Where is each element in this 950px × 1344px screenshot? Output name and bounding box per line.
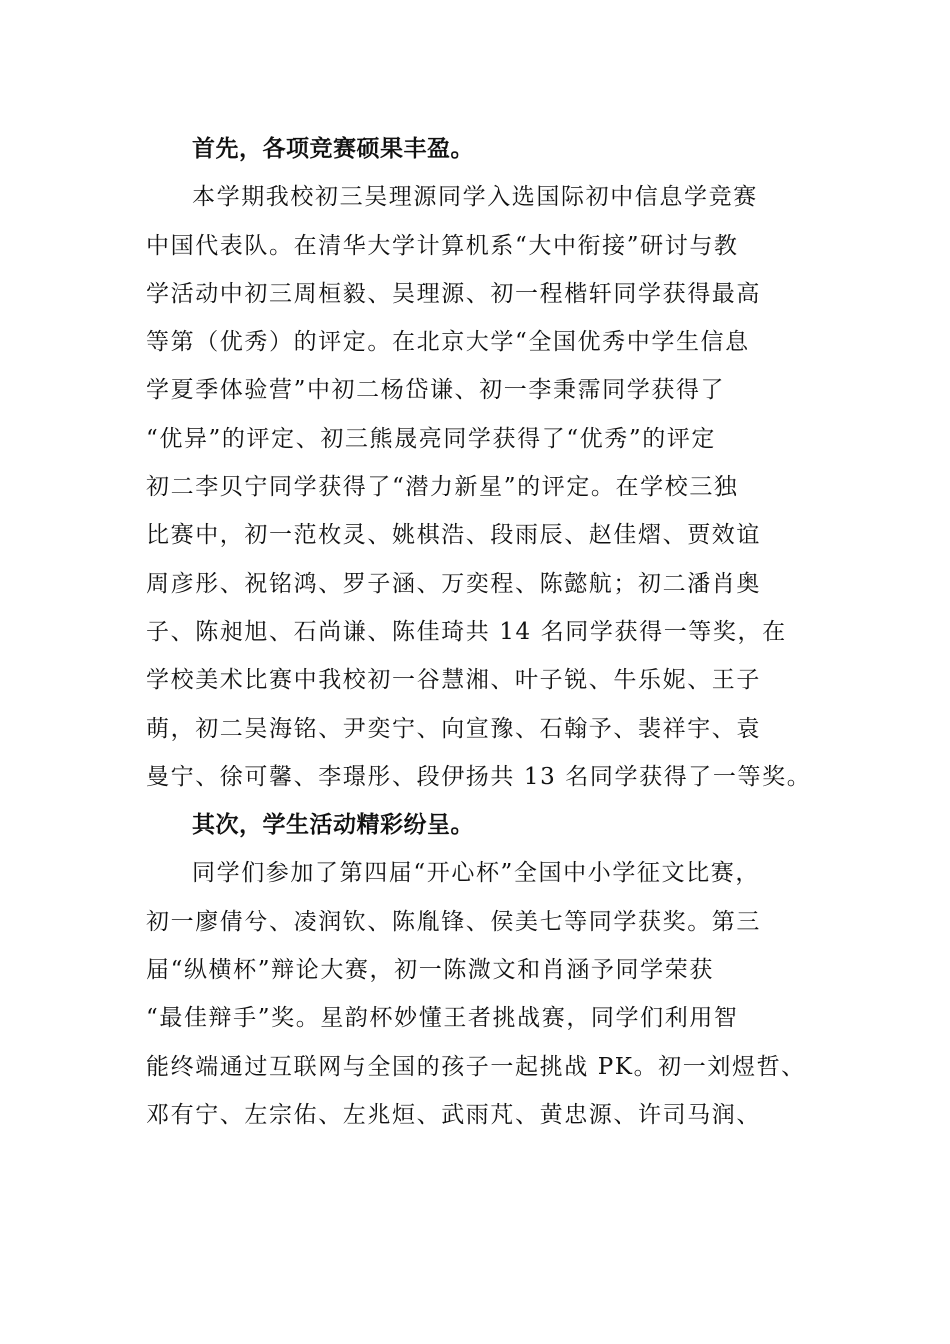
paragraph-line: 本学期我校初三吴理源同学入选国际初中信息学竞赛 (192, 184, 758, 211)
paragraph-line: 中国代表队。在清华大学计算机系“大中衔接”研讨与教 (146, 232, 739, 259)
section-heading-activities: 其次，学生活动精彩纷呈。 (192, 812, 474, 839)
paragraph-line: 初一廖倩兮、凌润钦、陈胤锋、侯美七等同学获奖。第三 (146, 908, 761, 935)
paragraph-line: 学活动中初三周桓毅、吴理源、初一程楷轩同学获得最高 (146, 280, 761, 307)
paragraph-line: 曼宁、徐可馨、李璟彤、段伊扬共 13 名同学获得了一等奖。 (146, 763, 812, 790)
section-heading-competitions: 首先，各项竞赛硕果丰盈。 (192, 136, 474, 162)
paragraph-line: 学校美术比赛中我校初一谷慧湘、叶子锐、牛乐妮、王子 (146, 667, 761, 694)
paragraph-line: 周彦彤、祝铭鸿、罗子涵、万奕程、陈懿航；初二潘肖奥 (146, 570, 761, 597)
document-body (146, 125, 826, 1139)
paragraph-line: “最佳辩手”奖。星韵杯妙懂王者挑战赛，同学们利用智 (146, 1005, 739, 1032)
paragraph-line: 届“纵横杯”辩论大赛，初一陈溦文和肖涵予同学荣获 (146, 957, 714, 984)
paragraph-line: “优异”的评定、初三熊晟亮同学获得了“优秀”的评定 (146, 425, 717, 452)
paragraph-line: 比赛中，初一范枚灵、姚棋浩、段雨辰、赵佳熠、贾效谊 (146, 522, 761, 549)
paragraph-line: 萌，初二吴海铭、尹奕宁、向宣豫、石翰予、裴祥宇、袁 (146, 715, 761, 742)
paragraph-line: 学夏季体验营”中初二杨岱谦、初一李秉霈同学获得了 (146, 377, 726, 404)
paragraph-line: 邓有宁、左宗佑、左兆烜、武雨芃、黄忠源、许司马润、 (146, 1101, 761, 1128)
paragraph-line: 能终端通过互联网与全国的孩子一起挑战 PK。初一刘煜哲、 (146, 1053, 806, 1080)
paragraph-line: 子、陈昶旭、石尚谦、陈佳琦共 14 名同学获得一等奖，在 (146, 618, 787, 645)
paragraph-line: 初二李贝宁同学获得了“潜力新星”的评定。在学校三独 (146, 474, 739, 501)
paragraph-line: 同学们参加了第四届“开心杯”全国中小学征文比赛， (192, 860, 760, 887)
paragraph-line: 等第（优秀）的评定。在北京大学“全国优秀中学生信息 (146, 329, 750, 356)
